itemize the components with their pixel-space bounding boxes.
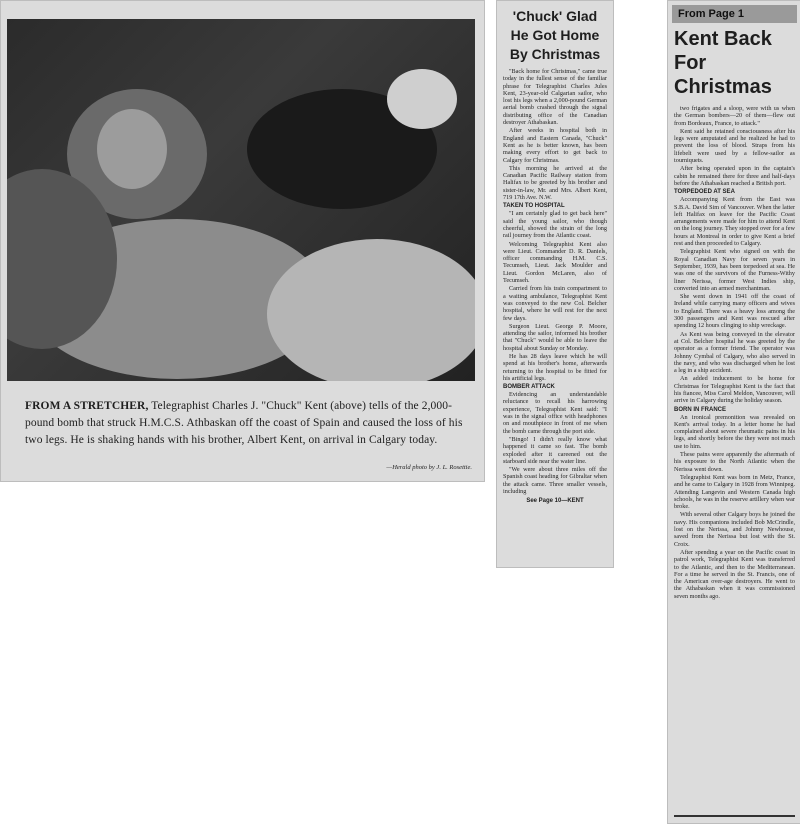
news-photo xyxy=(7,19,475,381)
story2-body-b xyxy=(674,196,795,404)
paragraph: With several other Calgary boys he joined the navy. His companions included Bob McCrindle, lost on the Nerissa, and Johnny Newhouse, saved from the Nerissa but lost with the St. Croix. xyxy=(674,511,795,548)
story-clipping-1 xyxy=(496,0,614,568)
paragraph: Surgeon Lieut. George P. Moore, attending the sailor, informed his brother that "Chuck" would be able to leave the hospital about Sunday or Monday. xyxy=(503,322,607,352)
story2-headline: Kent Back For Christmas xyxy=(674,28,772,98)
story1-body-b xyxy=(503,210,607,382)
story2-subhead-2: BORN IN FRANCE xyxy=(674,406,726,413)
paragraph: Kent said he retained consciousness after his legs were amputated and he realized he had to prevent the loss of blood. Straps from his lifebelt were used by a fellow-sailor as tourniquets. xyxy=(674,127,795,165)
story1-jump-line: See Page 10—KENT xyxy=(526,498,584,505)
paragraph: This morning he arrived at the Canadian Pacific Railway station from Halifax to be greeted by his brother and sister-in-law, Mr. and Mrs. Albert Kent, 719 17th Ave. N.W. xyxy=(503,164,607,202)
paragraph: Carried from his train compartment to a waiting ambulance, Telegraphist Kent was conveyed to the new Col. Belcher hospital, where he will rest for the next few days. xyxy=(503,285,607,322)
column-end-rule xyxy=(674,815,795,817)
paragraph: After being operated upon in the captain's cabin he remained there for three and half-days before the Athabaskan reached a British port. xyxy=(674,165,795,187)
paragraph: Welcoming Telegraphist Kent also were Lieut. Commander D. R. Daniels, officer commanding H.M. C.S. Tecumseh, Lieut. Jack Moulder and Lieut. Gordon McLaren, also of Tecumseh. xyxy=(503,240,607,285)
photo-credit: —Herald photo by J. L. Rosettie. xyxy=(386,464,472,471)
story2-kicker: From Page 1 xyxy=(672,5,797,23)
photo-caption xyxy=(25,398,475,449)
paragraph: "Back home for Christmas," came true today in the fullest sense of the familiar phrase for Telegraphist Charles Jules Kent, 23-year-old Calgarian sailor, who lost his legs when a 2,000-pound German aerial bomb crashed through the signal distributing office of the Canadian destroyer Athabaskan. xyxy=(503,68,607,127)
paragraph: As Kent was being conveyed in the elevator at Col. Belcher hospital he was greeted by the operator as a former friend. The operator was Johnny Cymbal of Calgary, who also served in the navy, and who was discharged when he lost a leg in a ship accident. xyxy=(674,330,795,375)
paragraph: "We were about three miles off the Spanish coast heading for Gibraltar when the attack came. Three smaller vessels, including xyxy=(503,466,607,496)
paragraph: After spending a year on the Pacific coast in patrol work, Telegraphist Kent was transferred to the Atlantic, and then to the Mediterranean. For a time he served in the St. Francis, one of the American over-age destroyers. He went to the Athabaskan when it was commissioned seven months ago. xyxy=(674,548,795,600)
paragraph: Accompanying Kent from the East was S.B.A. David Sim of Vancouver. When the latter left Halifax on leave for the Pacific Coast arrangements were made for him to attend Kent on the long journey. They stopped over for a few hours at Montreal in order to give Kent a brief rest and then proceeded to Calgary. xyxy=(674,196,795,248)
paragraph: These pains were apparently the aftermath of his exposure to the North Atlantic when the Nerissa went down. xyxy=(674,451,795,473)
paragraph: "Bingo! I didn't really know what happened it came so fast. The bomb exploded after it careened out the starboard side near the water line. xyxy=(503,435,607,465)
story1-headline: 'Chuck' Glad He Got Home By Christmas xyxy=(509,8,601,62)
paragraph: An added inducement to be home for Christmas for Telegraphist Kent is the fact that his fiancee, Miss Carol Meldon, Vancouver, will arrive in Calgary during the holiday season. xyxy=(674,375,795,405)
story1-body-a xyxy=(503,68,607,201)
story1-subhead-1: TAKEN TO HOSPITAL xyxy=(503,203,565,210)
paragraph: Evidencing an understandable reluctance to recall his harrowing experience, Telegraphist Kent said: "I was in the signal office with headphones on and mouthpiece in front of me when the bomb came through the port side. xyxy=(503,391,607,435)
caption-text: Telegraphist Charles J. "Chuck" Kent (above) tells of the 2,000-pound bomb that struck H.M.C.S. Athbaskan off the coast of Spain and caused the loss of his two legs. He is shaking hands with his brother, Albert Kent, on arrival in Calgary today. xyxy=(25,400,463,446)
story2-body-c xyxy=(674,414,795,600)
paragraph: He has 28 days leave which he will spend at his brother's home, afterwards returning to the hospital to be fitted for his artificial legs. xyxy=(503,352,607,382)
paragraph: After weeks in hospital both in England and Eastern Canada, "Chuck" Kent as he is better known, has been making every effort to get back to Calgary for Christmas. xyxy=(503,127,607,164)
story-clipping-2 xyxy=(667,0,800,824)
paragraph: Telegraphist Kent was born in Metz, France, and he came to Calgary in 1928 from Winnipeg. Attending Langevin and Western Canada high schools, he was in the reserve artillery when war broke. xyxy=(674,473,795,511)
paragraph: Telegraphist Kent who signed on with the Royal Canadian Navy for seven years in September, 1939, has been torpedoed at sea. He was one of the survivors of the Furness-Withy liner Nerissa, former West Indies ship, converted into an armed merchantman. xyxy=(674,248,795,292)
paragraph: She went down in 1941 off the coast of Ireland while carrying many officers and wives to England. There was a heavy loss among the 300 passengers and Kent was rescued after spending 12 hours clinging to ship wreckage. xyxy=(674,293,795,330)
story1-body-c xyxy=(503,391,607,495)
paragraph: two frigates and a sloop, were with us when the German bombers—20 of them—flew out from Bordeaux, France, to attack." xyxy=(674,105,795,127)
photo-clipping xyxy=(0,0,485,482)
caption-lead: FROM A STRETCHER, xyxy=(25,400,149,412)
paragraph: An ironical premonition was revealed on Kent's arrival today. In a letter home he had complained about severe rheumatic pains in his legs, and shortly before the they were not much use to him. xyxy=(674,413,795,450)
story2-subhead-1: TORPEDOED AT SEA xyxy=(674,189,735,196)
story1-subhead-2: BOMBER ATTACK xyxy=(503,384,555,391)
story2-body-a xyxy=(674,105,795,187)
paragraph: "I am certainly glad to get back here" said the young sailor, who though cheerful, showed the strain of the long rail journey from the Atlantic coast. xyxy=(503,210,607,240)
